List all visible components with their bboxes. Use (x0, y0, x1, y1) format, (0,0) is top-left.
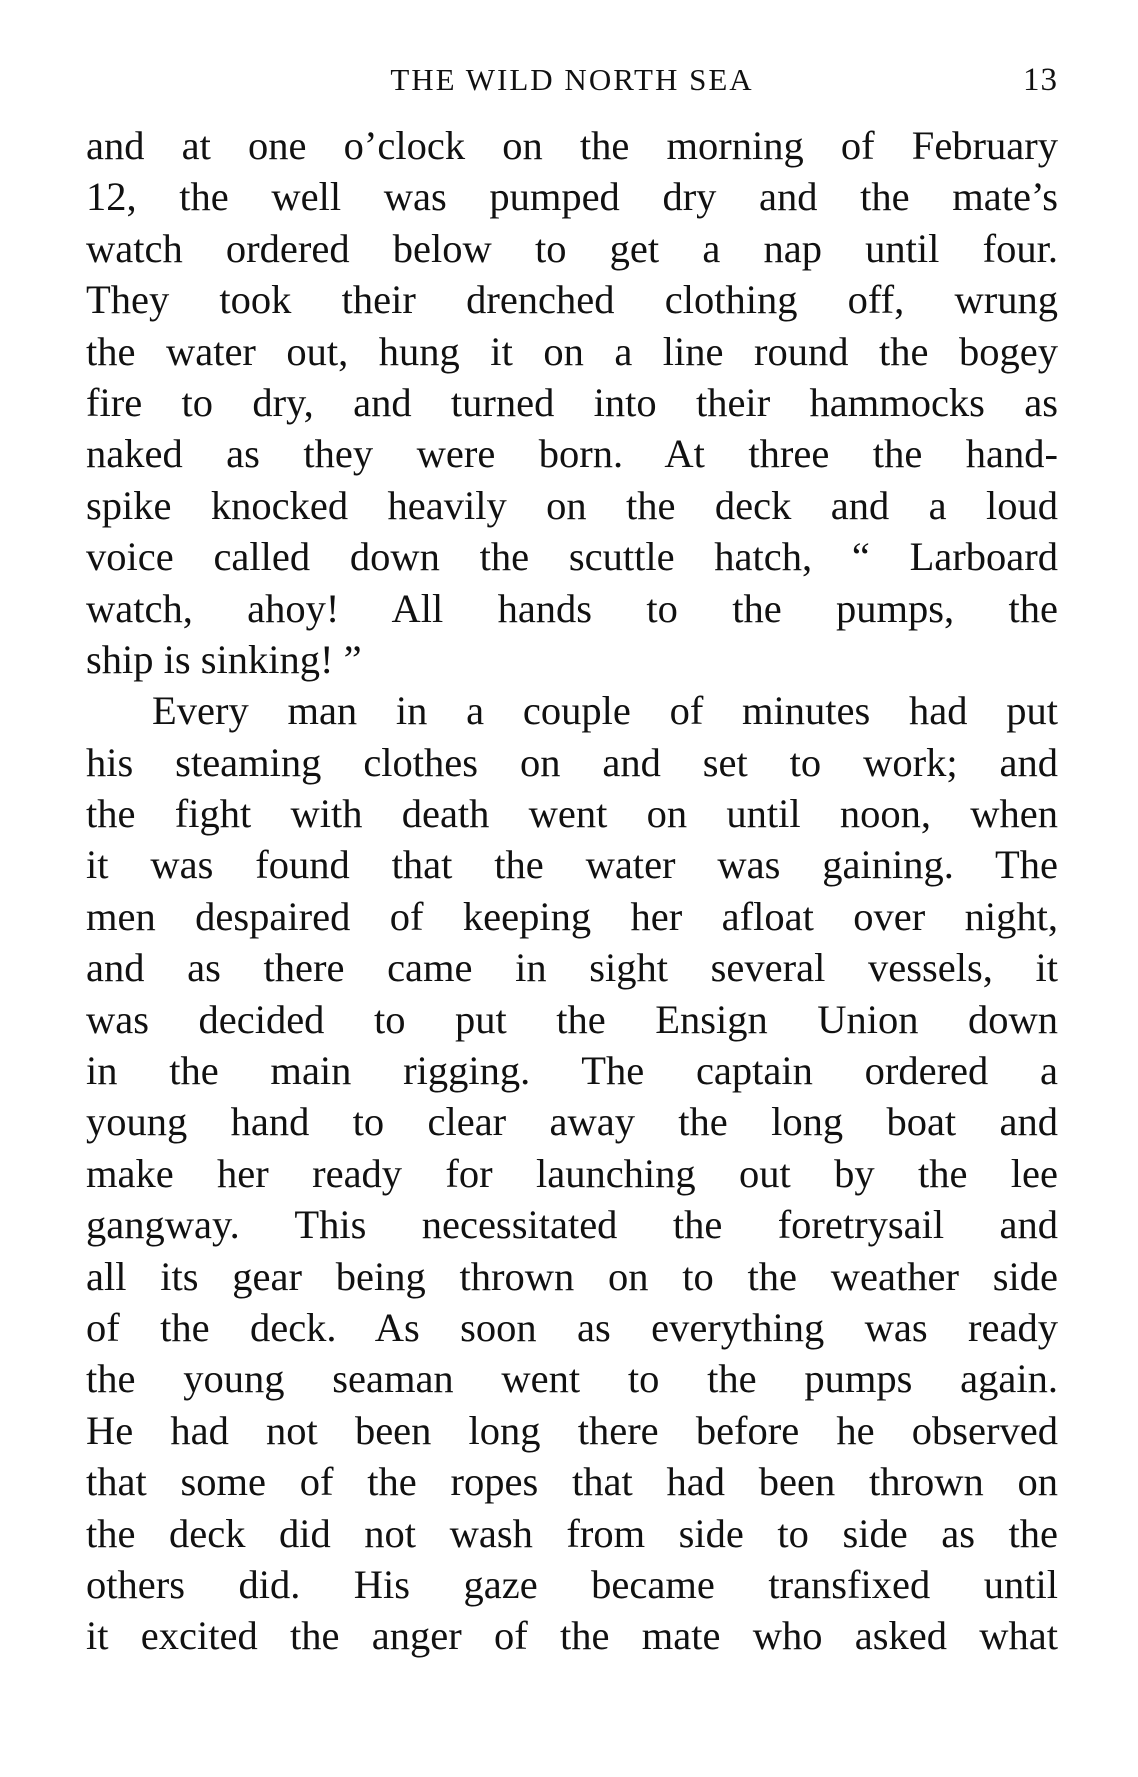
text-line: spike knocked heavily on the deck and a loud (86, 482, 1058, 528)
text-line: Every man in a couple of minutes had put (152, 688, 1058, 734)
text-line: that some of the ropes that had been thrown on (86, 1459, 1058, 1505)
text-line: the fight with death went on until noon, when (86, 791, 1058, 837)
text-line: his steaming clothes on and set to work; and (86, 739, 1058, 785)
text-line: the deck did not wash from side to side as the (86, 1510, 1058, 1556)
text-line: in the main rigging. The captain ordered a (86, 1048, 1058, 1094)
text-line: He had not been long there before he observed (86, 1407, 1058, 1453)
text-line: 12, the well was pumped dry and the mate’s (86, 174, 1058, 220)
text-line: young hand to clear away the long boat and (86, 1099, 1058, 1145)
text-line: ship is sinking! ” (86, 636, 362, 682)
text-line: was decided to put the Ensign Union down (86, 996, 1058, 1042)
body-text (86, 120, 1058, 1662)
text-line: naked as they were born. At three the hand- (86, 431, 1058, 477)
text-line: the water out, hung it on a line round the bogey (86, 328, 1058, 374)
running-header (86, 60, 1058, 100)
text-line: others did. His gaze became transfixed until (86, 1561, 1058, 1607)
text-line: men despaired of keeping her afloat over night, (86, 893, 1058, 939)
text-line: voice called down the scuttle hatch, “ Larboard (86, 534, 1058, 580)
paragraph-2 (86, 685, 1058, 1661)
text-line: They took their drenched clothing off, wrung (86, 277, 1058, 323)
text-line: fire to dry, and turned into their hammocks as (86, 379, 1058, 425)
text-line: and as there came in sight several vessels, it (86, 945, 1058, 991)
text-line: gangway. This necessitated the foretrysail and (86, 1202, 1058, 1248)
text-line: all its gear being thrown on to the weather side (86, 1253, 1058, 1299)
page-number: 13 (1023, 62, 1058, 98)
text-line: the young seaman went to the pumps again. (86, 1356, 1058, 1402)
text-line: it was found that the water was gaining. The (86, 842, 1058, 888)
text-line: make her ready for launching out by the lee (86, 1150, 1058, 1196)
text-line: and at one o’clock on the morning of February (86, 123, 1058, 168)
text-line: watch, ahoy! All hands to the pumps, the (86, 585, 1058, 631)
running-title: THE WILD NORTH SEA (390, 62, 754, 97)
paragraph-1 (86, 120, 1058, 685)
text-line: it excited the anger of the mate who asked what (86, 1613, 1058, 1659)
text-line: of the deck. As soon as everything was ready (86, 1304, 1058, 1350)
text-line: watch ordered below to get a nap until four. (86, 225, 1058, 271)
